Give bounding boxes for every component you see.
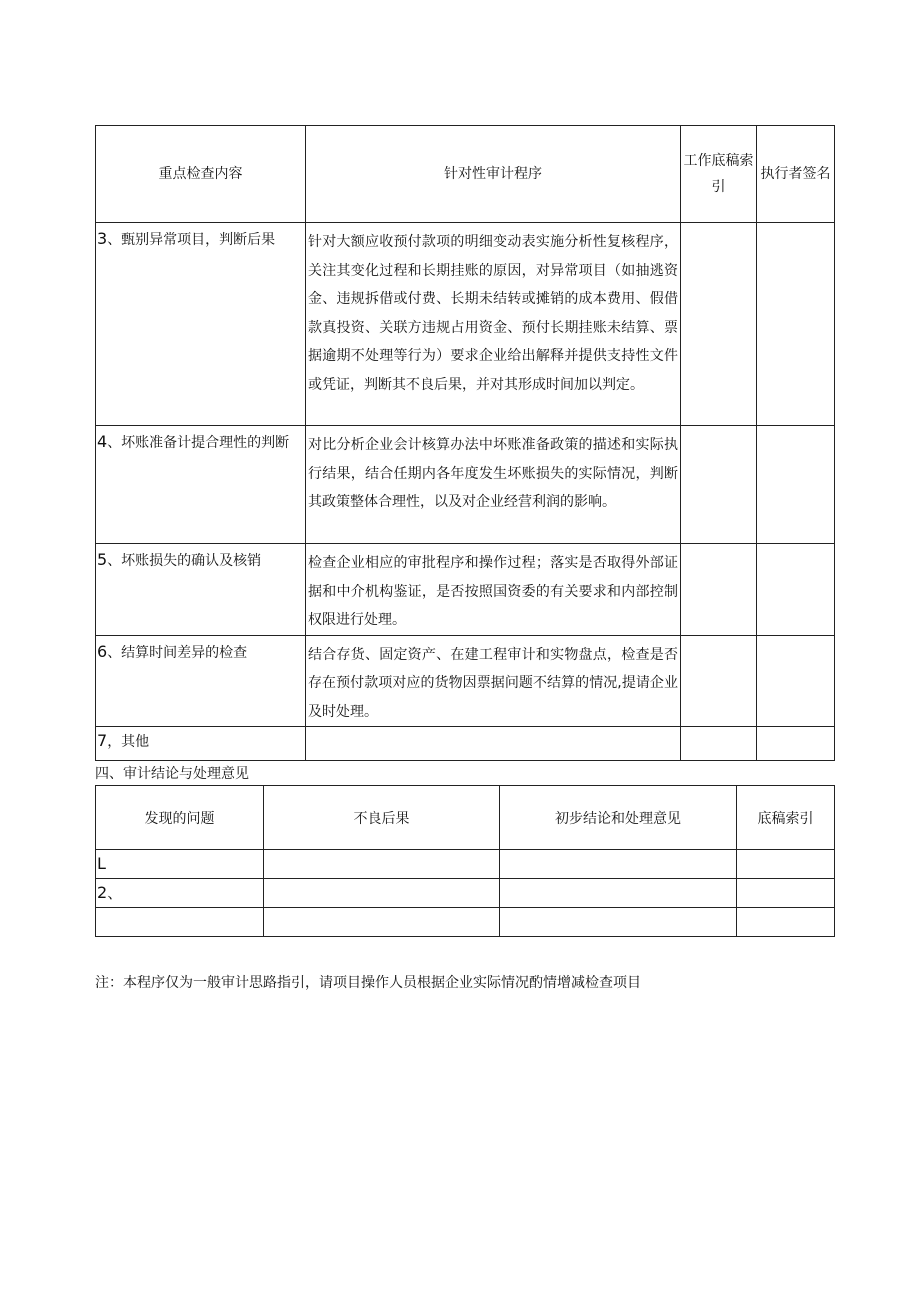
table-row bbox=[96, 850, 835, 879]
item-number: 6 bbox=[97, 641, 108, 661]
opinion-cell bbox=[500, 850, 737, 879]
index-cell bbox=[737, 879, 835, 908]
index-cell bbox=[737, 850, 835, 879]
header-adverse-consequence: 不良后果 bbox=[264, 786, 500, 850]
header-key-content: 重点检查内容 bbox=[96, 126, 306, 223]
header-workpaper-index: 底稿索引 bbox=[737, 786, 835, 850]
header-workpaper-index: 工作底稿索引 bbox=[681, 126, 757, 223]
signature-cell bbox=[757, 544, 835, 636]
header-issues-found: 发现的问题 bbox=[96, 786, 264, 850]
header-conclusion-opinion: 初步结论和处理意见 bbox=[500, 786, 737, 850]
procedure-cell: 检查企业相应的审批程序和操作过程；落实是否取得外部证据和中介机构鉴证，是否按照国资委的有关要求和内部控制权限进行处理。 bbox=[306, 544, 681, 636]
table-row bbox=[96, 635, 835, 727]
table-row bbox=[96, 426, 835, 544]
item-label: ，其他 bbox=[107, 734, 150, 750]
workpaper-index-cell bbox=[681, 544, 757, 636]
footnote: 注：本程序仅为一般审计思路指引，请项目操作人员根据企业实际情况酌情增减检查项目 bbox=[95, 975, 641, 991]
table-row bbox=[96, 879, 835, 908]
row-number: L bbox=[97, 854, 106, 873]
signature-cell bbox=[757, 426, 835, 544]
opinion-cell bbox=[500, 879, 737, 908]
section-title: 四、审计结论与处理意见 bbox=[95, 766, 249, 782]
item-label: 、甄别异常项目，判断后果 bbox=[107, 232, 276, 248]
item-label: 、坏账损失的确认及核销 bbox=[107, 553, 262, 569]
table-header-row bbox=[96, 786, 835, 850]
item-number: 7 bbox=[97, 731, 108, 750]
table-header-row bbox=[96, 126, 835, 223]
procedure-cell bbox=[306, 727, 681, 761]
consequence-cell bbox=[264, 850, 500, 879]
table-row bbox=[96, 727, 835, 761]
header-executor-signature: 执行者签名 bbox=[757, 126, 835, 223]
item-cell bbox=[96, 727, 306, 761]
signature-cell bbox=[757, 727, 835, 761]
row-suffix: 、 bbox=[107, 884, 123, 902]
table-row bbox=[96, 908, 835, 937]
issue-cell bbox=[96, 908, 264, 937]
item-cell bbox=[96, 426, 306, 544]
procedure-cell: 对比分析企业会计核算办法中坏账准备政策的描述和实际执行结果，结合任期内各年度发生坏账损失的实际情况，判断其政策整体合理性，以及对企业经营利润的影响。 bbox=[306, 426, 681, 544]
item-label: 、结算时间差异的检查 bbox=[107, 644, 248, 661]
issue-cell bbox=[96, 879, 264, 908]
workpaper-index-cell bbox=[681, 635, 757, 727]
signature-cell bbox=[757, 635, 835, 727]
item-number: 4 bbox=[97, 432, 108, 451]
issue-cell bbox=[96, 850, 264, 879]
item-cell bbox=[96, 635, 306, 727]
item-cell bbox=[96, 223, 306, 426]
item-number: 5 bbox=[97, 550, 108, 569]
item-cell bbox=[96, 544, 306, 636]
workpaper-index-cell bbox=[681, 426, 757, 544]
workpaper-index-cell bbox=[681, 727, 757, 761]
item-number: 3 bbox=[97, 229, 108, 248]
audit-conclusion-table bbox=[95, 785, 835, 937]
table-row bbox=[96, 223, 835, 426]
procedure-cell: 结合存货、固定资产、在建工程审计和实物盘点，检查是否存在预付款项对应的货物因票据问题不结算的情况,提请企业及时处理。 bbox=[306, 635, 681, 727]
index-cell bbox=[737, 908, 835, 937]
signature-cell bbox=[757, 223, 835, 426]
opinion-cell bbox=[500, 908, 737, 937]
consequence-cell bbox=[264, 908, 500, 937]
procedure-cell: 针对大额应收预付款项的明细变动表实施分析性复核程序，关注其变化过程和长期挂账的原因，对异常项目（如抽逃资金、违规拆借或付费、长期未结转或摊销的成本费用、假借款真投资、关联方违规占用资金、预付长期挂账未结算、票据逾期不处理等行为）要求企业给出解释并提供支持性文件或凭证，判断其不良后果，并对其形成时间加以判定。 bbox=[306, 223, 681, 426]
consequence-cell bbox=[264, 879, 500, 908]
item-label: 、坏账准备计提合理性的判断 bbox=[107, 435, 290, 451]
header-audit-procedure: 针对性审计程序 bbox=[306, 126, 681, 223]
row-number: 2 bbox=[97, 883, 108, 902]
workpaper-index-cell bbox=[681, 223, 757, 426]
table-row bbox=[96, 544, 835, 636]
audit-procedure-table bbox=[95, 125, 835, 761]
